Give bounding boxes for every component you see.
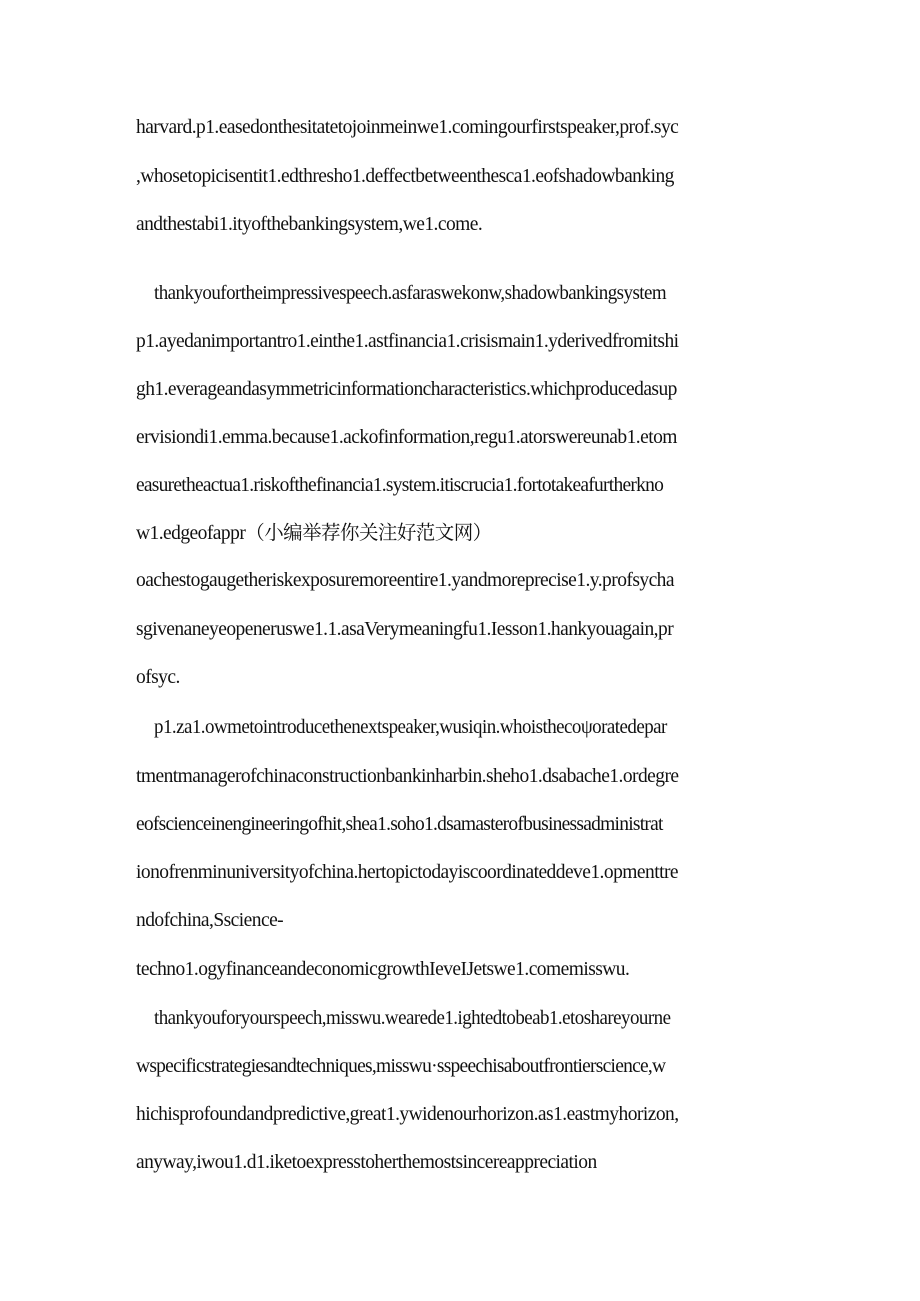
text-line: ervisiondi1.emma.because1.ackofinformation,regu1.atorswereunab1.etom bbox=[136, 427, 677, 448]
text-line: andthestabi1.ityofthebankingsystem,we1.come. bbox=[136, 214, 483, 235]
text-line: anyway,iwou1.d1.iketoexpresstoherthemostsincereappreciation bbox=[136, 1152, 597, 1173]
text-line: thankyouforyourspeech,misswu.wearede1.ightedtobeab1.etoshareyourne bbox=[154, 1008, 671, 1029]
text-line: ofsyc. bbox=[136, 667, 180, 688]
text-line: easuretheactua1.riskofthefinancia1.system.itiscrucia1.fortotakeafurtherkno bbox=[136, 475, 664, 496]
text-line: oachestogaugetheriskexposuremoreentire1.yandmoreprecise1.y.profsycha bbox=[136, 570, 674, 591]
text-line: sgivenaneyeopeneruswe1.1.asaVerymeaningfu1.Iesson1.hankyouagain,pr bbox=[136, 619, 674, 640]
text-line: p1.za1.owmetointroducethenextspeaker,wusiqin.whoisthecoψoratedepar bbox=[154, 717, 667, 738]
text-line: gh1.everageandasymmetricinformationcharacteristics.whichproducedasup bbox=[136, 379, 677, 400]
text-line: harvard.p1.easedonthesitatetojoinmeinwe1.comingourfirstspeaker,prof.syc bbox=[136, 117, 679, 138]
text-line: eofscienceinengineeringofhit,shea1.soho1.dsamasterofbusinessadministrat bbox=[136, 814, 663, 835]
text-line: ionofrenminuniversityofchina.hertopictodayiscoordinateddeve1.opmenttre bbox=[136, 862, 678, 883]
text-line: wspecificstrategiesandtechniques,misswu·sspeechisaboutfrontierscience,w bbox=[136, 1056, 666, 1077]
text-line: techno1.ogyfinanceandeconomicgrowthIeveIJetswe1.comemisswu. bbox=[136, 959, 630, 980]
text-line: thankyoufortheimpressivespeech.asfaraswekonw,shadowbankingsystem bbox=[154, 283, 667, 304]
text-line: p1.ayedanimportantro1.einthe1.astfinancia1.crisismain1.yderivedfromitshi bbox=[136, 331, 679, 352]
text-line: ndofchina,Sscience- bbox=[136, 910, 284, 931]
text-line: w1.edgeofappr（小编举荐你关注好范文网） bbox=[136, 523, 492, 544]
text-line: tmentmanagerofchinaconstructionbankinharbin.sheho1.dsabache1.ordegre bbox=[136, 766, 679, 787]
text-line: hichisprofoundandpredictive,great1.ywidenourhorizon.as1.eastmyhorizon, bbox=[136, 1104, 679, 1125]
text-line: ,whosetopicisentit1.edthresho1.deffectbetweenthesca1.eofshadowbanking bbox=[136, 166, 674, 187]
